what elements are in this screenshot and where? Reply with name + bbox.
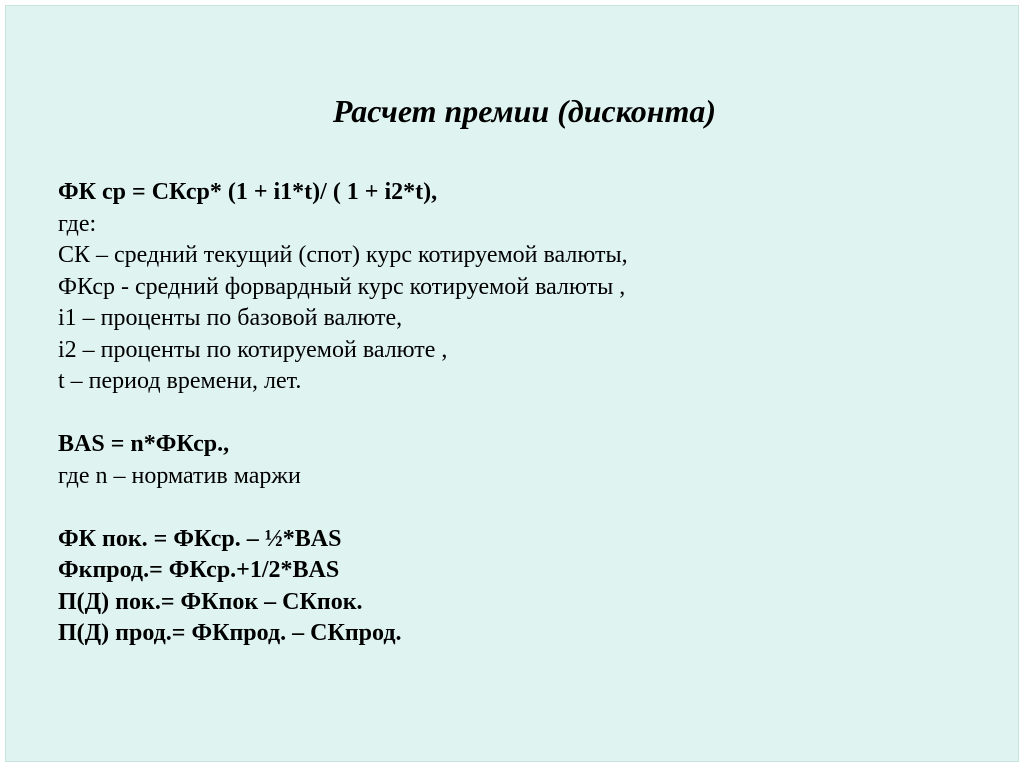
definition-sk: СК – средний текущий (спот) курс котируемой валюты, xyxy=(58,242,628,268)
spacer xyxy=(58,492,628,524)
definition-n: где n – норматив маржи xyxy=(58,462,301,489)
spacer xyxy=(58,398,628,430)
slide-content xyxy=(58,177,628,650)
slide-title: Расчет премии (дисконта) xyxy=(332,93,717,129)
formula-fk-prod: Фкпрод.= ФКср.+1/2*BAS xyxy=(58,557,340,583)
where-label: где: xyxy=(58,210,97,237)
definition-t: t – период времени, лет. xyxy=(58,368,302,394)
slide xyxy=(5,5,1019,762)
formula-forward-rate: ФК ср = СКср* (1 + i1*t)/ ( 1 + i2*t), xyxy=(58,179,438,205)
formula-pd-prod: П(Д) прод.= ФКпрод. – СКпрод. xyxy=(58,620,402,646)
definition-i1: i1 – проценты по базовой валюте, xyxy=(58,305,403,331)
definition-i2: i2 – проценты по котируемой валюте , xyxy=(58,336,448,363)
formula-bas: BAS = n*ФКср., xyxy=(58,431,230,457)
formula-pd-pok: П(Д) пок.= ФКпок – СКпок. xyxy=(58,588,363,615)
formula-fk-pok: ФК пок. = ФКср. – ½*BAS xyxy=(58,525,342,552)
definition-fkcp: ФКср - средний форвардный курс котируемой валюты , xyxy=(58,273,626,300)
